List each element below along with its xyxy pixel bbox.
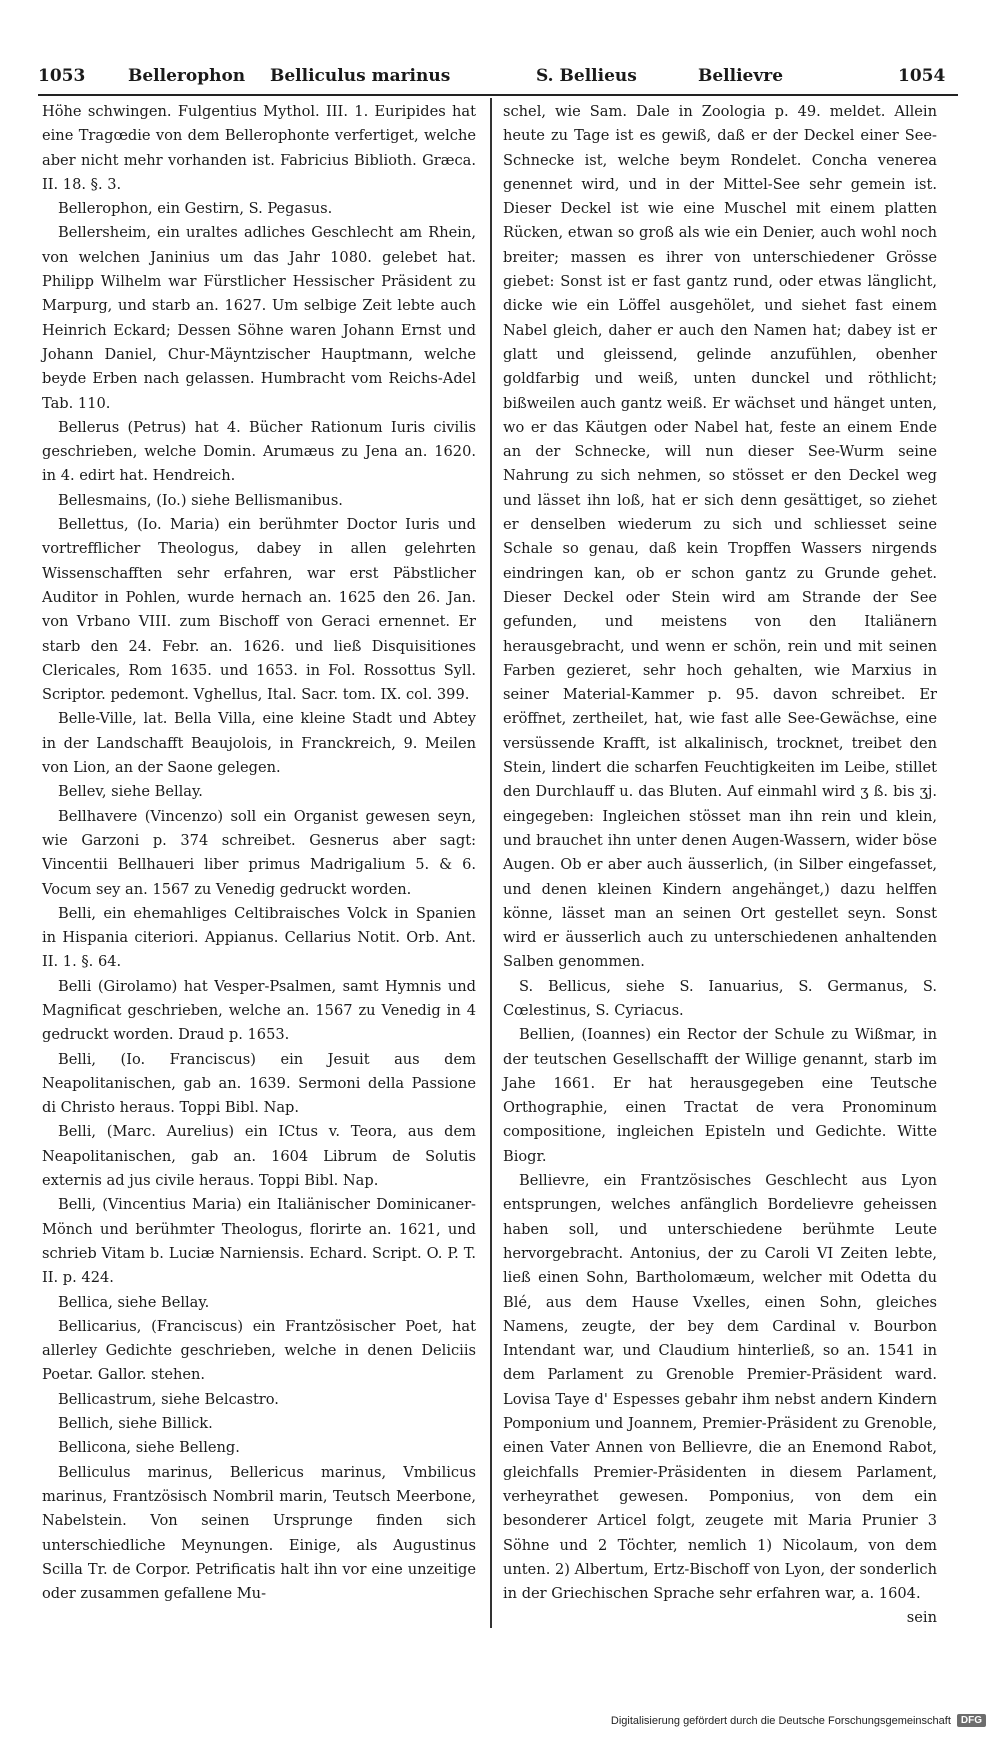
entry-text: S. Bellicus, siehe S. Ianuarius, S. Germanus, S. Cœlestinus, S. Cyriacus.: [503, 977, 937, 1019]
left-column: [42, 100, 476, 1606]
footer-text: Digitalisierung gefördert durch die Deutsche Forschungsgemeinschaft: [610, 1714, 951, 1727]
entry-text: Bellettus, (Io. Maria) ein berühmter Doctor Iuris und vortrefflicher Theologus, dabey in allen gelehrten Wissenschafften sehr erfahren, war erst Päbstlicher Auditor in Pohlen, wurde hernach an. 1625 den 26. Jan. von Vrbano VIII. zum Bischoff von Geraci ernennet. Er starb den 24. Febr. an. 1626. und ließ Disquisitiones Clericales, Rom 1635. und 1653. in Fol. Rossottus Syll. Scriptor. pedemont. Vghellus, Ital. Sacr. tom. IX. col. 399.: [42, 516, 476, 704]
entry-text: Bellicastrum, siehe Belcastro.: [58, 1390, 279, 1408]
page-number-left: 1053: [38, 66, 86, 86]
dfg-logo: DFG: [957, 1714, 986, 1727]
entry-text: Bellerophon, ein Gestirn, S. Pegasus.: [58, 200, 333, 218]
entry-text: Bellievre, ein Frantzösisches Geschlecht aus Lyon entsprungen, welches anfänglich Bordelievre geheissen haben soll, und unterschiedene berühmte Leute hervorgebracht. Antonius, der zu Caroli VI Zeiten lebte, ließ einen Sohn, Bartholomæum, welcher mit Odetta du Blé, aus dem Hause Vxelles, einen Sohn, gleiches Namens, zeugte, der bey dem Cardinal v. Bourbon Intendant war, und Claudium hinterließ, so an. 1541 in dem Parlament zu Grenoble Premier-Präsident ward. Lovisa Taye d' Espesses gebahr ihm nebst andern Kindern Pomponium und Joannem, Premier-Präsident zu Grenoble, einen Vater Annen von Bellievre, die an Enemond Rabot, gleichfalls Premier-Präsidenten in diesem Parlament, verheyrathet gewesen. Pomponius, von dem ein besonderer Articel folgt, zeugete mit Maria Prunier 3 Söhne und 2 Töchter, nemlich 1) Nicolaum, von dem unten. 2) Albertum, Ertz-Bischoff von Lyon, der sonderlich in der Griechischen Sprache sehr erfahren war, a. 1604.: [503, 1172, 937, 1603]
catchword: sein: [906, 1609, 937, 1627]
running-header: [38, 62, 958, 92]
right-column: [503, 100, 937, 1631]
catchword-right-2: Bellievre: [698, 66, 784, 86]
column-divider: [490, 98, 492, 1628]
entry-text: Bellhavere (Vincenzo) soll ein Organist gewesen seyn, wie Garzoni p. 374 schreibet. Gesnerus aber sagt: Vincentii Bellhaueri liber primus Madrigalium 5. & 6. Vocum sey an. 1567 zu Venedig gedruckt worden.: [42, 807, 476, 898]
entry-text: Belliculus marinus, Bellericus marinus, Vmbilicus marinus, Frantzösisch Nombril marin, Teutsch Meerbone, Nabelstein. Von seinen Ursprunge finden sich unterschiedliche Meynungen. Einige, als Augustinus Scilla Tr. de Corpor. Petrificatis halt ihn vor eine unzeitige oder zusammen gefallene Mu-: [42, 1463, 476, 1603]
entry-text: Belli, (Marc. Aurelius) ein ICtus v. Teora, aus dem Neapolitanischen, gab an. 1604 Librum de Solutis externis ad jus civile heraus. Toppi Bibl. Nap.: [42, 1123, 476, 1190]
entry-text: Bellicona, siehe Belleng.: [58, 1439, 240, 1457]
footer-credit: [611, 1714, 986, 1727]
entry-text: schel, wie Sam. Dale in Zoologia p. 49. meldet. Allein heute zu Tage ist es gewiß, daß er der Deckel einer See-Schnecke ist, welche beym Rondelet. Concha venerea genennet wird, und in der Mittel-See sehr gemein ist. Dieser Deckel ist wie eine Muschel mit einem platten Rücken, etwan so groß als wie ein Denier, auch wohl noch breiter; massen es ihrer von unterschiedener Grösse giebet: Sonst ist er fast gantz rund, oder etwas länglicht, dicke wie ein Löffel ausgehölet, und siehet fast einem Nabel gleich, daher er auch den Namen hat; dabey ist er glatt und gleissend, gelinde anzufühlen, obenher goldfarbig und weiß, unten dunckel und röthlicht; bißweilen auch gantz weiß. Er wächset und hänget unten, wo er das Käutgen oder Nabel hat, feste an einem Ende an der Schnecke, will nun dieser See-Wurm seine Nahrung zu sich nehmen, so stösset er den Deckel weg und lässet ihn loß, hat er sich denn gesättiget, so ziehet er denselben wiederum zu sich und schliesset seine Schale so genau, daß kein Tropffen Wassers nirgends eindringen kan, ob er schon gantz zu Grunde gehet. Dieser Deckel oder Stein wird am Strande der See gefunden, und meistens von den Italiänern herausgebracht, und wenn er schön, rein und mit seinen Farben gezieret, sehr hoch gehalten, wie Marxius in seiner Material-Kammer p. 95. davon schreibet. Er eröffnet, zertheilet, hat, wie fast alle See-Gewächse, eine versüssende Krafft, ist alkalinisch, trocknet, treibet den Stein, lindert die scharfen Feuchtigkeiten im Leibe, stillet den Durchlauff u. das Bluten. Auf einmahl wird ʒ ß. bis ʒj. eingegeben: Ingleichen stösset man ihn rein und klein, und brauchet ihn unter denen Augen-Wassern, wider böse Augen. Ob er aber auch äusserlich, (in Silber eingefasset, und denen kleinen Kindern angehänget,) dazu helffen könne, lässet man an seinen Ort gestellet seyn. Sonst wird er äusserlich auch zu unterschiedenen anhaltenden Salben genommen.: [503, 103, 937, 971]
entry-text: Belli (Girolamo) hat Vesper-Psalmen, samt Hymnis und Magnificat geschrieben, welche an. 1567 zu Venedig in 4 gedruckt worden. Draud p. 1653.: [42, 977, 476, 1044]
entry-text: Bellesmains, (Io.) siehe Bellismanibus.: [58, 491, 343, 509]
entry-text: Bellerus (Petrus) hat 4. Bücher Rationum Iuris civilis geschrieben, welche Domin. Arumæus zu Jena an. 1620. in 4. edirt hat. Hendreich.: [42, 418, 476, 485]
catchword-left-2: Belliculus marinus: [270, 66, 451, 86]
entry-text: Belli, (Io. Franciscus) ein Jesuit aus dem Neapolitanischen, gab an. 1639. Sermoni della Passione di Christo heraus. Toppi Bibl. Nap.: [42, 1050, 476, 1117]
header-rule: [38, 94, 958, 96]
entry-text: Höhe schwingen. Fulgentius Mythol. III. 1. Euripides hat eine Tragœdie von dem Bellerophonte verfertiget, welche aber nicht mehr vorhanden ist. Fabricius Biblioth. Græca. II. 18. §. 3.: [42, 103, 476, 193]
entry-text: Bellev, siehe Bellay.: [58, 783, 203, 801]
catchword-right-1: S. Bellieus: [536, 66, 637, 86]
page-number-right: 1054: [898, 66, 946, 86]
entry-text: Bellicarius, (Franciscus) ein Frantzösischer Poet, hat allerley Gedichte geschrieben, welche in denen Deliciis Poetar. Gallor. stehen.: [42, 1317, 476, 1384]
entry-text: Belli, (Vincentius Maria) ein Italiänischer Dominicaner-Mönch und berühmter Theologus, florirte an. 1621, und schrieb Vitam b. Luciæ Narniensis. Echard. Script. O. P. T. II. p. 424.: [42, 1196, 476, 1287]
entry-text: Bellich, siehe Billick.: [58, 1415, 213, 1433]
entry-text: Belle-Ville, lat. Bella Villa, eine kleine Stadt und Abtey in der Landschafft Beaujolois, in Franckreich, 9. Meilen von Lion, an der Saone gelegen.: [42, 710, 476, 777]
entry-text: Bellien, (Ioannes) ein Rector der Schule zu Wißmar, in der teutschen Gesellschafft der Willige genannt, starb im Jahe 1661. Er hat herausgegeben eine Teutsche Orthographie, einen Tractat de vera Pronominum compositione, ingleichen Episteln und Gedichte. Witte Biogr.: [503, 1026, 937, 1165]
catchword-left-1: Bellerophon: [128, 66, 246, 86]
entry-text: Bellica, siehe Bellay.: [58, 1293, 210, 1311]
entry-text: Bellersheim, ein uraltes adliches Geschlecht am Rhein, von welchen Janinius um das Jahr 1080. gelebet hat. Philipp Wilhelm war Fürstlicher Hessischer Präsident zu Marpurg, und starb an. 1627. Um selbige Zeit lebte auch Heinrich Eckard; Dessen Söhne waren Johann Ernst und Johann Daniel, Chur-Mäyntzischer Hauptmann, welche beyde Erben nach gelassen. Humbracht vom Reichs-Adel Tab. 110.: [42, 224, 476, 412]
entry-text: Belli, ein ehemahliges Celtibraisches Volck in Spanien in Hispania citeriori. Appianus. Cellarius Notit. Orb. Ant. II. 1. §. 64.: [42, 904, 476, 971]
